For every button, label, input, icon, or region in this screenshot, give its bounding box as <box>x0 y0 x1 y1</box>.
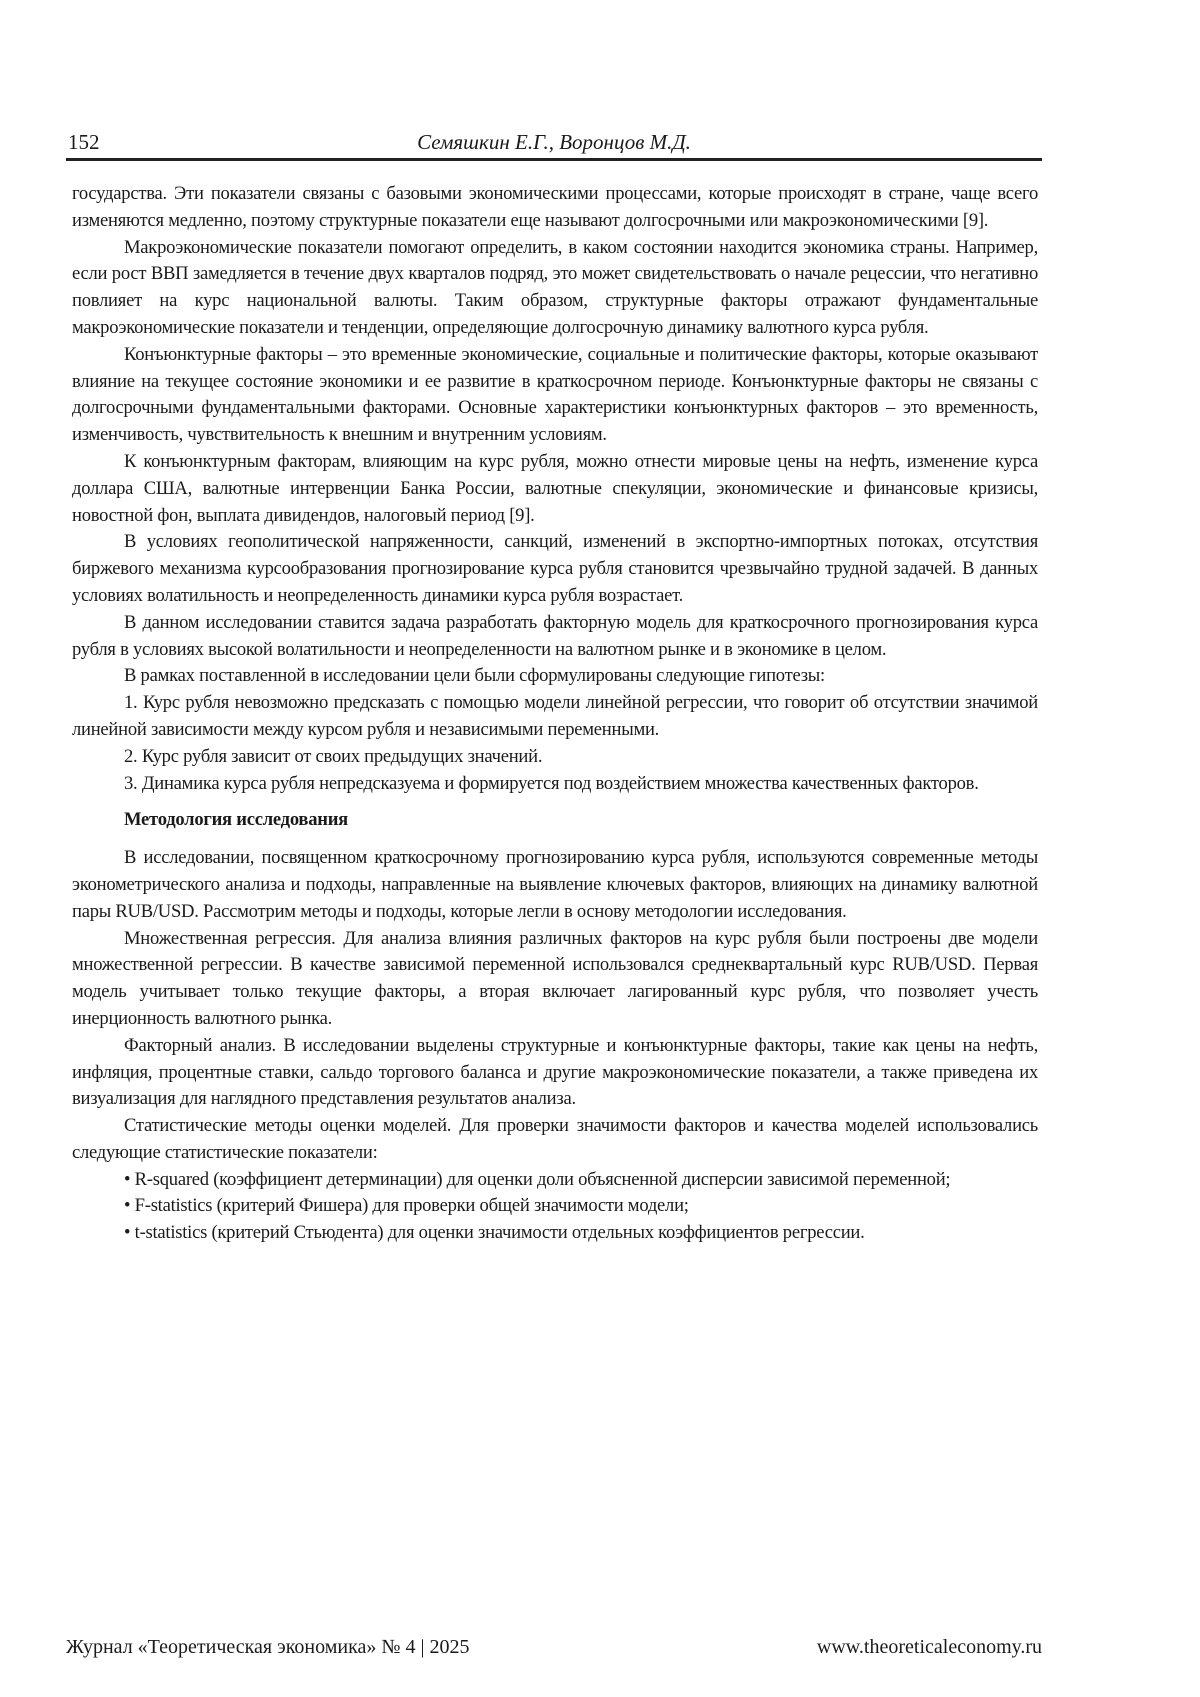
page-number: 152 <box>68 130 100 155</box>
bullet-item: • R-squared (коэффициент детерминации) для оценки доли объясненной дисперсии зависимой переменной; <box>72 1167 1038 1194</box>
hypothesis-item: 3. Динамика курса рубля непредсказуема и формируется под воздействием множества качественных факторов. <box>72 771 1038 798</box>
paragraph: Макроэкономические показатели помогают определить, в каком состоянии находится экономика страны. Например, если рост ВВП замедляется в течение двух кварталов подряд, это может свидетельствовать о начале рецессии, что негативно повлияет на курс национальной валюты. Таким образом, структурные факторы отражают фундаментальные макроэкономические показатели и тенденции, определяющие долгосрочную динамику валютного курса рубля. <box>72 235 1038 342</box>
article-body <box>72 181 1038 1247</box>
hypothesis-item: 1. Курс рубля невозможно предсказать с помощью модели линейной регрессии, что говорит об отсутствии значимой линейной зависимости между курсом рубля и независимыми переменными. <box>72 690 1038 744</box>
paragraph: Конъюнктурные факторы – это временные экономические, социальные и политические факторы, которые оказывают влияние на текущее состояние экономики и ее развитие в краткосрочном периоде. Конъюнктурные факторы не связаны с долгосрочными фундаментальными факторами. Основные характеристики конъюнктурных факторов – это временность, изменчивость, чувствительность к внешним и внутренним условиям. <box>72 342 1038 449</box>
bullet-item: • t-statistics (критерий Стьюдента) для оценки значимости отдельных коэффициентов регрессии. <box>72 1220 1038 1247</box>
paragraph: В условиях геополитической напряженности, санкций, изменений в экспортно-импортных потоках, отсутствия биржевого механизма курсообразования прогнозирование курса рубля становится чрезвычайно трудной задачей. В данных условиях волатильность и неопределенность динамики курса рубля возрастает. <box>72 529 1038 609</box>
journal-website: www.theoreticaleconomy.ru <box>817 1636 1042 1659</box>
paragraph: Множественная регрессия. Для анализа влияния различных факторов на курс рубля были построены две модели множественной регрессии. В качестве зависимой переменной использовался среднеквартальный курс RUB/USD. Первая модель учитывает только текущие факторы, а вторая включает лагированный курс рубля, что позволяет учесть инерционность валютного рынка. <box>72 926 1038 1033</box>
bullet-item: • F-statistics (критерий Фишера) для проверки общей значимости модели; <box>72 1193 1038 1220</box>
paragraph: К конъюнктурным факторам, влияющим на курс рубля, можно отнести мировые цены на нефть, изменение курса доллара США, валютные интервенции Банка России, валютные спекуляции, экономические и финансовые кризисы, новостной фон, выплата дивидендов, налоговый период [9]. <box>72 449 1038 529</box>
paragraph: государства. Эти показатели связаны с базовыми экономическими процессами, которые происходят в стране, чаще всего изменяются медленно, поэтому структурные показатели еще называют долгосрочными или макроэкономическими [9]. <box>72 181 1038 235</box>
hypothesis-item: 2. Курс рубля зависит от своих предыдущих значений. <box>72 744 1038 771</box>
paragraph: Факторный анализ. В исследовании выделены структурные и конъюнктурные факторы, такие как цены на нефть, инфляция, процентные ставки, сальдо торгового баланса и другие макроэкономические показатели, а также приведена их визуализация для наглядного представления результатов анализа. <box>72 1033 1038 1113</box>
paragraph: В рамках поставленной в исследовании цели были сформулированы следующие гипотезы: <box>72 663 1038 690</box>
page-header <box>66 128 1042 161</box>
running-title-authors: Семяшкин Е.Г., Воронцов М.Д. <box>66 130 1042 155</box>
paragraph: В исследовании, посвященном краткосрочному прогнозированию курса рубля, используются современные методы эконометрического анализа и подходы, направленные на выявление ключевых факторов, влияющих на динамику валютной пары RUB/USD. Рассмотрим методы и подходы, которые легли в основу методологии исследования. <box>72 845 1038 925</box>
section-heading: Методология исследования <box>124 807 1038 834</box>
journal-issue: Журнал «Теоретическая экономика» № 4 | 2025 <box>66 1636 469 1659</box>
paragraph: В данном исследовании ставится задача разработать факторную модель для краткосрочного прогнозирования курса рубля в условиях высокой волатильности и неопределенности на валютном рынке и в экономике в целом. <box>72 610 1038 664</box>
paragraph: Статистические методы оценки моделей. Для проверки значимости факторов и качества моделей использовались следующие статистические показатели: <box>72 1113 1038 1167</box>
